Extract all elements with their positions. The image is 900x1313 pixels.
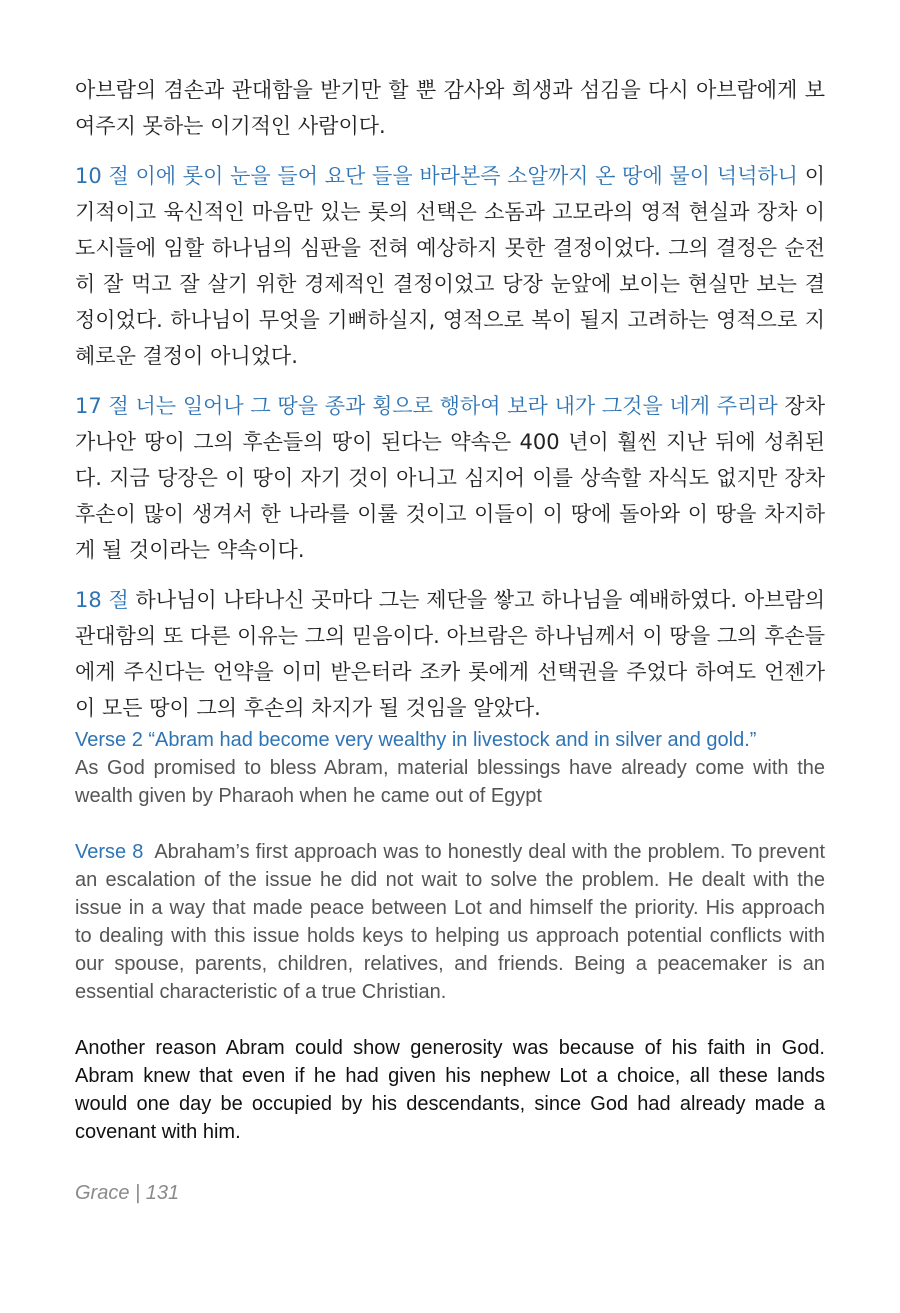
- paragraph-body: 이기적이고 육신적인 마음만 있는 롯의 선택은 소돔과 고모라의 영적 현실과 장차 이 도시들에 임할 하나님의 심판을 전혀 예상하지 못한 결정이었다. 그의 결정은 순전히 잘 먹고 잘 살기 위한 경제적인 결정이었고 당장 눈앞에 보이는 현실만 보는 결정이었다. 하나님이 무엇을 기뻐하실지, 영적으로 복이 될지 고려하는 영적으로 지혜로운 결정이 아니었다.: [75, 164, 825, 368]
- paragraph-continuation: [75, 72, 825, 144]
- english-verse-2: [75, 726, 825, 810]
- verse-reference: 17 절: [75, 394, 129, 418]
- english-verse-8: [75, 838, 825, 1006]
- verse-reference: 10 절: [75, 164, 129, 188]
- verse-quote: 너는 일어나 그 땅을 종과 횡으로 행하여 보라 내가 그것을 네게 주리라: [135, 394, 778, 418]
- english-closing-paragraph: [75, 1034, 825, 1146]
- page-content: [75, 72, 825, 1146]
- spacer: [75, 810, 825, 838]
- paragraph-verse-10: [75, 158, 825, 374]
- paragraph-verse-17: [75, 388, 825, 568]
- paragraph-body: Another reason Abram could show generosity was because of his faith in God. Abram knew that even if he had given his nephew Lot a choice, all these lands would one day be occupied by his descendants, since God had already made a covenant with him.: [75, 1037, 825, 1143]
- verse-quote: 이에 롯이 눈을 들어 요단 들을 바라본즉 소알까지 온 땅에 물이 넉넉하니: [135, 164, 798, 188]
- paragraph-body: Abraham’s first approach was to honestly deal with the problem. To prevent an escalation of the issue he did not wait to solve the problem. He dealt with the issue in a way that made peace between Lot and himself the priority. His approach to dealing with this issue holds keys to helping us approach potential conflicts with our spouse, parents, children, relatives, and friends. Being a peacemaker is an essential characteristic of a true Christian.: [75, 841, 825, 1003]
- paragraph-verse-18: [75, 582, 825, 726]
- page-footer: Grace | 131: [75, 1182, 180, 1204]
- verse-reference: Verse 2 “Abram had become very wealthy in livestock and in silver and gold.”: [75, 729, 757, 751]
- spacer: [75, 1006, 825, 1034]
- verse-reference: Verse 8: [75, 841, 144, 863]
- paragraph-body: 하나님이 나타나신 곳마다 그는 제단을 쌓고 하나님을 예배하였다. 아브람의 관대함의 또 다른 이유는 그의 믿음이다. 아브람은 하나님께서 이 땅을 그의 후손들에게 주신다는 언약을 이미 받은터라 조카 롯에게 선택권을 주었다 하여도 언젠가 이 모든 땅이 그의 후손의 차지가 될 것임을 알았다.: [75, 588, 825, 720]
- paragraph-body: 장차 가나안 땅이 그의 후손들의 땅이 된다는 약속은 400 년이 훨씬 지난 뒤에 성취된다. 지금 당장은 이 땅이 자기 것이 아니고 심지어 이를 상속할 자식도 없지만 장차 후손이 많이 생겨서 한 나라를 이룰 것이고 이들이 이 땅에 돌아와 이 땅을 차지하게 될 것이라는 약속이다.: [75, 394, 825, 562]
- paragraph-body: 아브람의 겸손과 관대함을 받기만 할 뿐 감사와 희생과 섬김을 다시 아브람에게 보여주지 못하는 이기적인 사람이다.: [75, 78, 825, 138]
- paragraph-body: As God promised to bless Abram, material blessings have already come with the wealth given by Pharaoh when he came out of Egypt: [75, 757, 825, 807]
- verse-reference: 18 절: [75, 588, 129, 612]
